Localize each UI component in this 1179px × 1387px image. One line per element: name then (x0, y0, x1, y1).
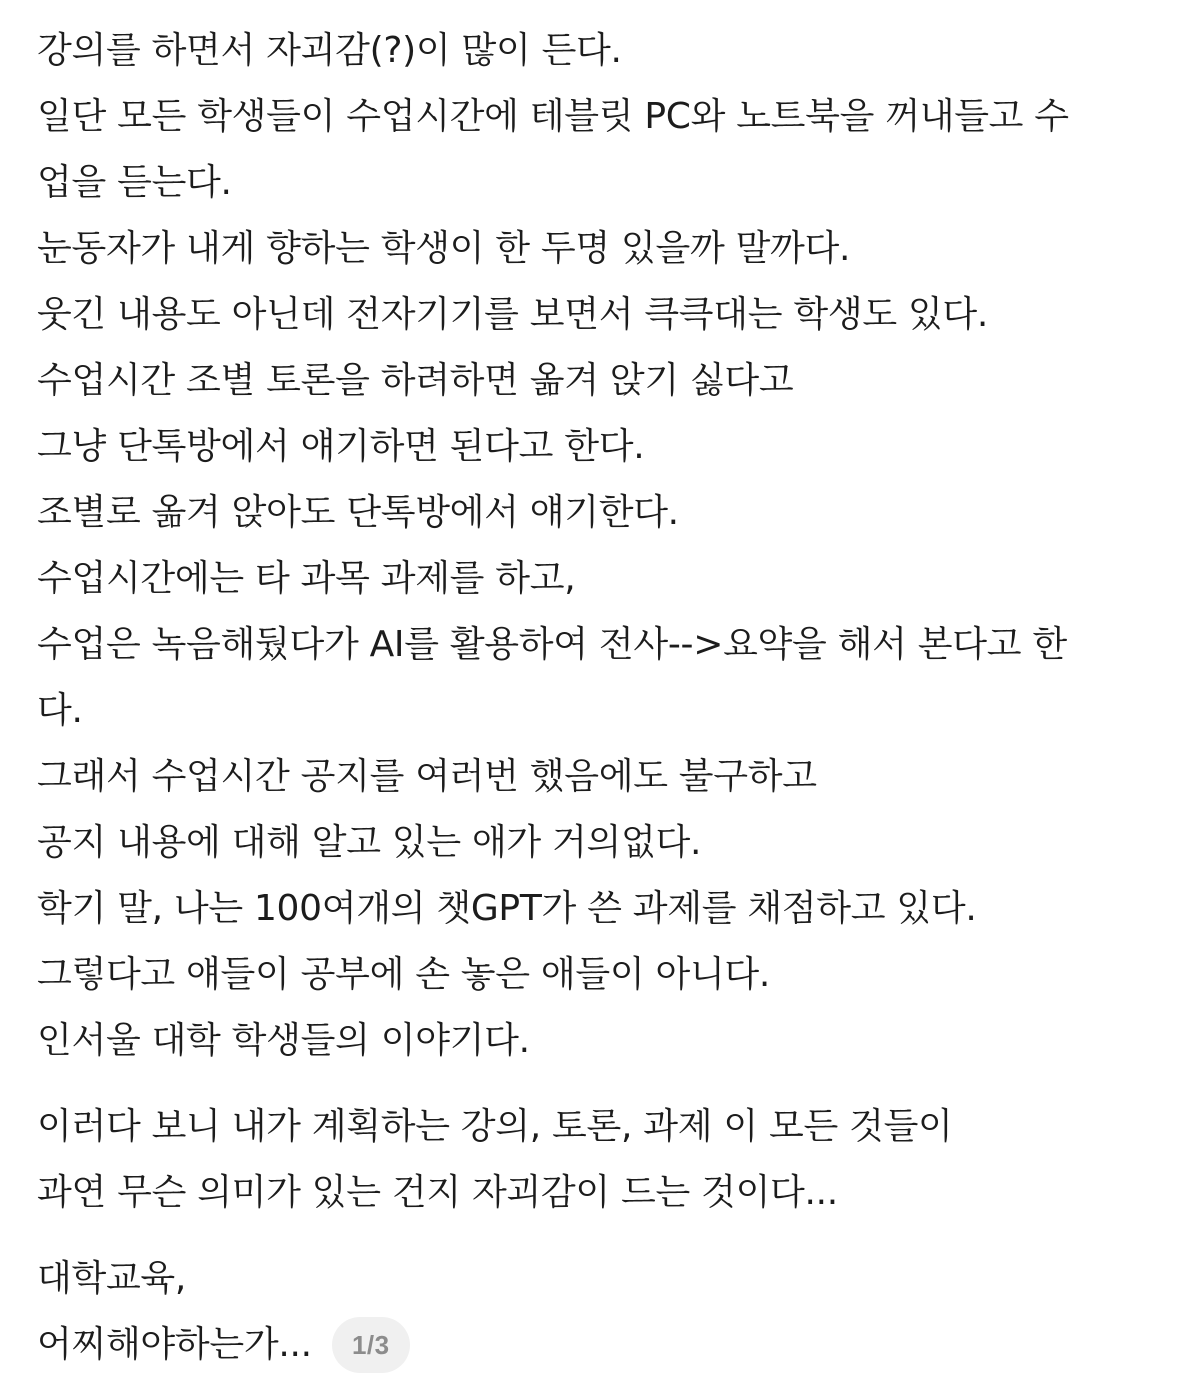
post-line: 수업은 녹음해뒀다가 AI를 활용하여 전사-->요약을 해서 본다고 한 (37, 624, 1067, 665)
post-line: 강의를 하면서 자괴감(?)이 많이 든다. (37, 30, 622, 71)
post-line: 인서울 대학 학생들의 이야기다. (37, 1020, 530, 1061)
paragraph-gap (37, 1226, 1142, 1246)
post-line-text: 어찌해야하는가... (37, 1324, 312, 1365)
paragraph-3 (37, 1246, 1142, 1378)
paragraph-2 (37, 1094, 1142, 1226)
post-last-line (37, 1312, 1142, 1378)
post-body (37, 18, 1142, 1378)
post-line: 대학교육, (37, 1258, 187, 1299)
post-line: 공지 내용에 대해 알고 있는 애가 거의없다. (37, 822, 702, 863)
post-line: 수업시간에는 타 과목 과제를 하고, (37, 558, 576, 599)
post-line: 조별로 옮겨 앉아도 단톡방에서 얘기한다. (37, 492, 679, 533)
post-line: 다. (37, 690, 83, 731)
paragraph-gap (37, 1074, 1142, 1094)
post-line: 눈동자가 내게 향하는 학생이 한 두명 있을까 말까다. (37, 228, 851, 269)
paragraph-1 (37, 18, 1142, 1074)
post-line: 그렇다고 얘들이 공부에 손 놓은 애들이 아니다. (37, 954, 771, 995)
post-line: 그냥 단톡방에서 얘기하면 된다고 한다. (37, 426, 645, 467)
post-line: 학기 말, 나는 100여개의 챗GPT가 쓴 과제를 채점하고 있다. (37, 888, 977, 929)
post-line: 이러다 보니 내가 계획하는 강의, 토론, 과제 이 모든 것들이 (37, 1106, 953, 1147)
image-page-indicator[interactable]: 1/3 (332, 1317, 410, 1373)
post-line: 일단 모든 학생들이 수업시간에 테블릿 PC와 노트북을 꺼내들고 수 (37, 96, 1069, 137)
post-line: 과연 무슨 의미가 있는 건지 자괴감이 드는 것이다... (37, 1172, 838, 1213)
post-line: 업을 듣는다. (37, 162, 232, 203)
post-line: 그래서 수업시간 공지를 여러번 했음에도 불구하고 (37, 756, 817, 797)
post-line: 웃긴 내용도 아닌데 전자기기를 보면서 큭큭대는 학생도 있다. (37, 294, 989, 335)
post-line: 수업시간 조별 토론을 하려하면 옮겨 앉기 싫다고 (37, 360, 794, 401)
